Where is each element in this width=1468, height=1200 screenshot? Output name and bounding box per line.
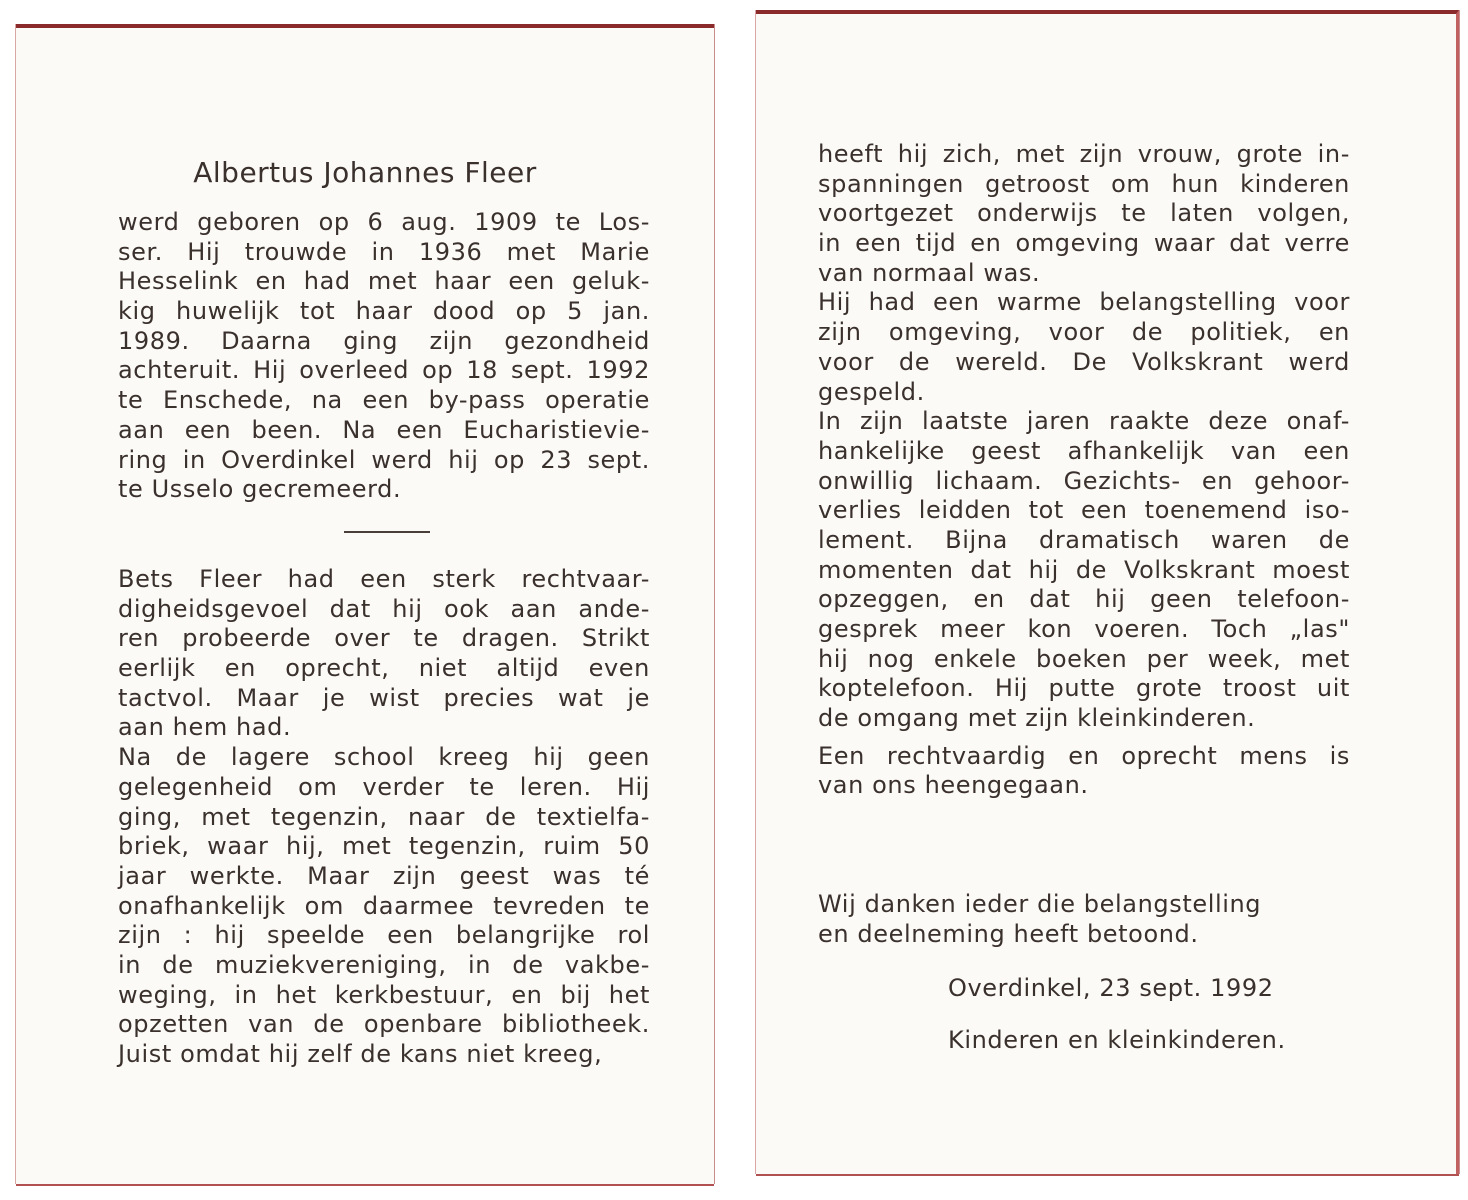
text-line: In zijn laatste jaren raakte deze onaf- [818,407,1350,436]
text-line: aan een been. Na een Eucharistievie- [118,415,650,444]
text-line: onwillig lichaam. Gezichts- en gehoor- [818,466,1350,495]
text-line: weging, in het kerkbestuur, en bij het [118,980,650,1009]
spacer [818,734,1350,742]
place-date: Overdinkel, 23 sept. 1992 [948,974,1274,1002]
text-line: gesprek meer kon voeren. Toch „las" [818,615,1350,643]
text-line: ring in Overdinkel werd hij op 23 sept. [118,445,650,474]
text-line: Na de lagere school kreeg hij geen [118,743,650,772]
text-line: te Enschede, na een by-pass operatie [118,386,650,415]
deceased-name: Albertus Johannes Fleer [193,156,537,189]
text-line: briek, waar hij, met tegenzin, ruim 50 [118,832,650,861]
text-line: kig huwelijk tot haar dood op 5 jan. [118,297,650,326]
text-line: Wij danken ieder die belangstelling [818,890,1262,918]
text-line: Een rechtvaardig en oprecht mens is [818,741,1350,770]
divider [344,531,430,533]
text-line: verlies leidden tot een toenemend iso- [818,496,1350,525]
text-line: van ons heengegaan. [818,771,1089,800]
text-line: in een tijd en omgeving waar dat verre [818,229,1350,258]
text-line: zijn : hij speelde een belangrijke rol [118,921,650,950]
text-line: voortgezet onderwijs te laten volgen, [818,199,1350,228]
text-line: hankelijke geest afhankelijk van een [818,436,1350,465]
text-line: gelegenheid om verder te leren. Hij [118,772,650,801]
text-line: de omgang met zijn kleinkinderen. [818,704,1256,733]
text-line: in de muziekvereniging, in de vakbe- [118,950,650,979]
text-line: ging, met tegenzin, naar de textielfa- [118,802,650,831]
text-line: en deelneming heeft betoond. [818,919,1199,948]
text-line: heeft hij zich, met zijn vrouw, grote in- [818,140,1350,168]
text-line: aan hem had. [118,713,292,742]
text-line: achteruit. Hij overleed op 18 sept. 1992 [118,356,650,385]
text-line: digheidsgevoel dat hij ook aan ande- [118,594,650,623]
text-line: voor de wereld. De Volkskrant werd [818,347,1350,376]
left-card [16,24,714,1184]
text-line: ser. Hij trouwde in 1936 met Marie [118,237,650,266]
text-line: zijn omgeving, voor de politiek, en [818,318,1350,347]
text-line: opzetten van de openbare bibliotheek. [118,1010,650,1039]
text-line: eerlijk en oprecht, niet altijd even [118,654,650,683]
text-line: van normaal was. [818,258,1041,287]
text-line: tactvol. Maar je wist precies wat je [118,683,650,712]
text-line: te Usselo gecremeerd. [118,475,402,504]
signature: Kinderen en kleinkinderen. [948,1026,1286,1054]
text-line: werd geboren op 6 aug. 1909 te Los- [118,208,650,236]
tribute-text [818,140,1350,801]
right-card [756,10,1459,1174]
text-line: gespeld. [818,377,925,406]
text-line: 1989. Daarna ging zijn gezondheid [118,326,650,355]
text-line: Hij had een warme belangstelling voor [818,288,1350,317]
text-line: Hesselink en had met haar een geluk- [118,267,650,296]
biography-text [118,208,650,505]
text-line: Bets Fleer had een sterk rechtvaar- [118,565,650,593]
text-line: koptelefoon. Hij putte grote troost uit [818,674,1350,703]
text-line: opzeggen, en dat hij geen telefoon- [818,585,1350,614]
text-line: jaar werkte. Maar zijn geest was té [118,861,650,890]
text-line: momenten dat hij de Volkskrant moest [818,555,1350,584]
text-line: lement. Bijna dramatisch waren de [818,525,1350,554]
text-line: spanningen getroost om hun kinderen [818,169,1350,198]
text-line: Juist omdat hij zelf de kans niet kreeg, [118,1040,603,1068]
text-line: ren probeerde over te dragen. Strikt [118,624,650,653]
thanks-text [818,890,1318,949]
text-line: hij nog enkele boeken per week, met [818,644,1350,673]
text-line: onafhankelijk om daarmee tevreden te [118,891,650,920]
character-text [118,565,650,1070]
